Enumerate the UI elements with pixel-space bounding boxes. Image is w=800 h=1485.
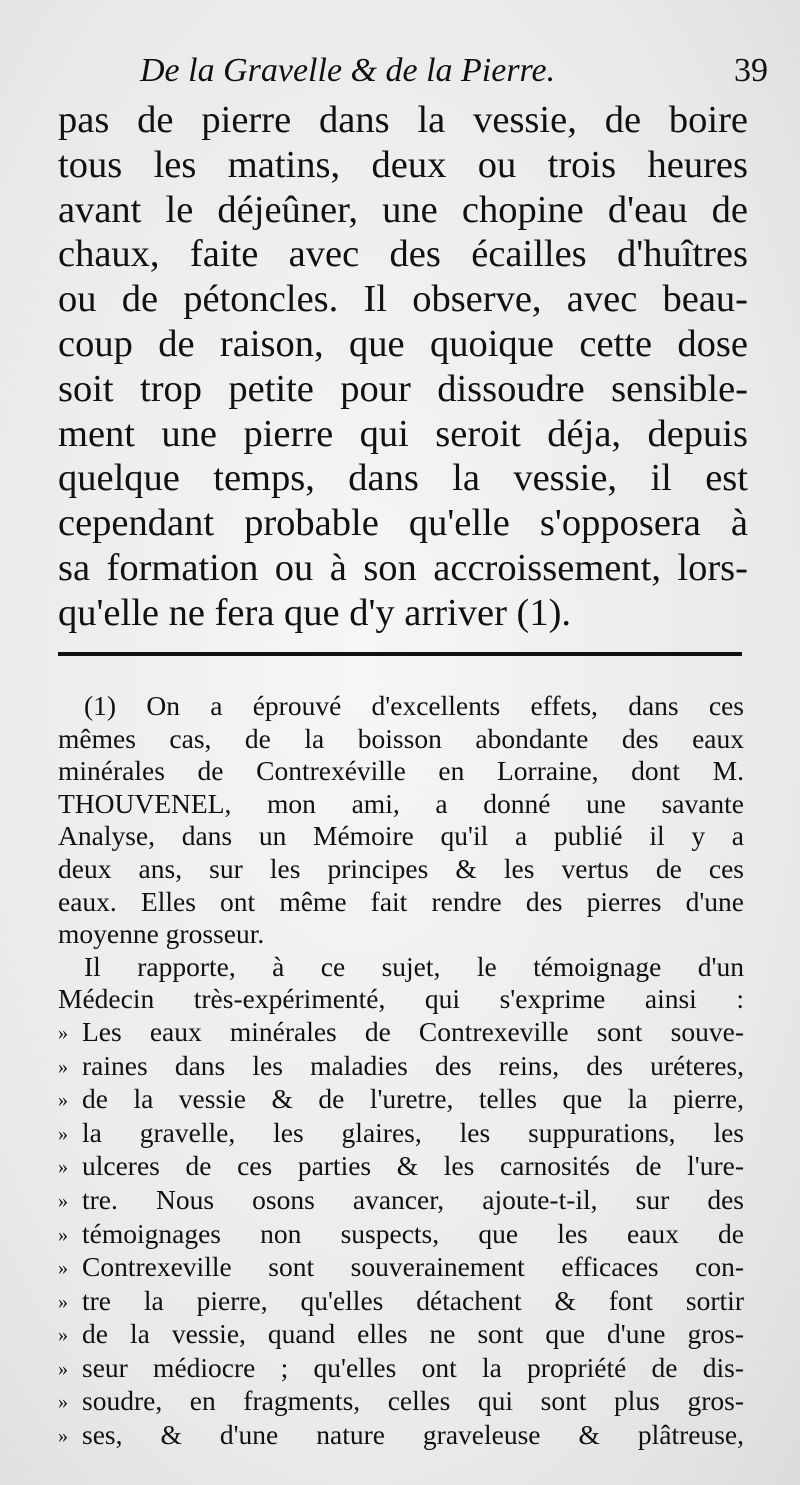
footnote-line: de la vessie, quand elles ne sont que d'une gros- <box>82 1318 744 1350</box>
footnote-line: Contrexeville sont souverainement efficaces con- <box>82 1251 744 1283</box>
quoted-line <box>58 1251 744 1285</box>
quoted-line <box>58 1419 744 1453</box>
quote-mark: » <box>58 1425 68 1448</box>
footnote-line: de la vessie & de l'uretre, telles que la pierre, <box>82 1083 744 1115</box>
footnote-line: THOUVENEL, mon ami, a donné une savante <box>58 787 744 819</box>
quoted-line <box>58 1117 744 1151</box>
quoted-line <box>58 1083 744 1117</box>
footnote-line: (1) On a éprouvé d'excellents effets, dans ces <box>84 690 744 721</box>
footnote-line: Analyse, dans un Mémoire qu'il a publié il y a <box>58 820 744 852</box>
footnote-divider <box>58 652 742 656</box>
footnote-line: minérales de Contrexéville en Lorraine, dont M. <box>58 755 744 787</box>
page-number: 39 <box>734 52 768 89</box>
footnote <box>58 690 744 1453</box>
page-header <box>140 52 780 96</box>
footnote-line: soudre, en fragments, celles qui sont plus gros- <box>82 1385 744 1417</box>
main-line: ment une pierre qui seroit déja, depuis <box>58 412 748 455</box>
footnote-line: Il rapporte, à ce sujet, le témoignage d'un <box>84 950 744 982</box>
footnote-line: tre la pierre, qu'elles détachent & font sortir <box>82 1284 744 1316</box>
footnote-line: ses, & d'une nature graveleuse & plâtreuse, <box>82 1419 744 1451</box>
quoted-line <box>58 1352 744 1386</box>
footnote-line: Médecin très-expérimenté, qui s'exprime ainsi : <box>58 983 744 1015</box>
main-line: qu'elle ne fera que d'y arriver (1). <box>58 591 572 634</box>
footnote-line: mêmes cas, de la boisson abondante des eaux <box>58 722 744 754</box>
footnote-line: seur médiocre ; qu'elles ont la propriété de dis- <box>82 1351 744 1383</box>
main-line: coup de raison, que quoique cette dose <box>58 322 748 365</box>
main-line: quelque temps, dans la vessie, il est <box>58 457 748 500</box>
running-title: De la Gravelle & de la Pierre. <box>140 52 556 89</box>
quote-mark: » <box>58 1055 68 1078</box>
footnote-line: ulceres de ces parties & les carnosités de l'ure- <box>82 1150 744 1182</box>
quoted-line <box>58 1150 744 1184</box>
quote-mark: » <box>58 1089 68 1112</box>
quoted-line <box>58 1318 744 1352</box>
quote-mark: » <box>58 1122 68 1145</box>
quote-mark: » <box>58 1021 68 1044</box>
quote-mark: » <box>58 1357 68 1380</box>
quote-mark: » <box>58 1156 68 1179</box>
footnote-line: raines dans les maladies des reins, des uréteres, <box>82 1049 744 1081</box>
footnote-line: la gravelle, les glaires, les suppurations, les <box>82 1116 744 1148</box>
quoted-line <box>58 1184 744 1218</box>
footnote-line: tre. Nous osons avancer, ajoute-t-il, sur des <box>82 1183 744 1215</box>
main-line: avant le déjeûner, une chopine d'eau de <box>58 188 748 231</box>
quoted-line <box>58 1285 744 1319</box>
quoted-line <box>58 1218 744 1252</box>
quote-mark: » <box>58 1223 68 1246</box>
quote-mark: » <box>58 1290 68 1313</box>
footnote-line: deux ans, sur les principes & les vertus de ces <box>58 852 744 884</box>
quote-mark: » <box>58 1391 68 1414</box>
main-line: tous les matins, deux ou trois heures <box>58 143 748 186</box>
quoted-line <box>58 1385 744 1419</box>
quoted-line <box>58 1016 744 1050</box>
main-line: chaux, faite avec des écailles d'huîtres <box>58 233 748 276</box>
footnote-line: témoignages non suspects, que les eaux de <box>82 1217 744 1249</box>
main-line: pas de pierre dans la vessie, de boire <box>58 99 748 141</box>
main-line: soit trop petite pour dissoudre sensible- <box>58 367 748 410</box>
main-line: ou de pétoncles. Il observe, avec beau- <box>58 278 748 321</box>
footnote-line: eaux. Elles ont même fait rendre des pierres d'une <box>58 885 744 917</box>
quote-mark: » <box>58 1189 68 1212</box>
main-line: cependant probable qu'elle s'opposera à <box>58 502 748 545</box>
main-line: sa formation ou à son accroissement, lors- <box>58 546 748 589</box>
footnote-line: Les eaux minérales de Contrexeville sont souve- <box>82 1015 744 1047</box>
quote-mark: » <box>58 1324 68 1347</box>
main-text <box>58 98 748 636</box>
quoted-line <box>58 1050 744 1084</box>
quote-mark: » <box>58 1257 68 1280</box>
footnote-line: moyenne grosseur. <box>58 918 265 950</box>
